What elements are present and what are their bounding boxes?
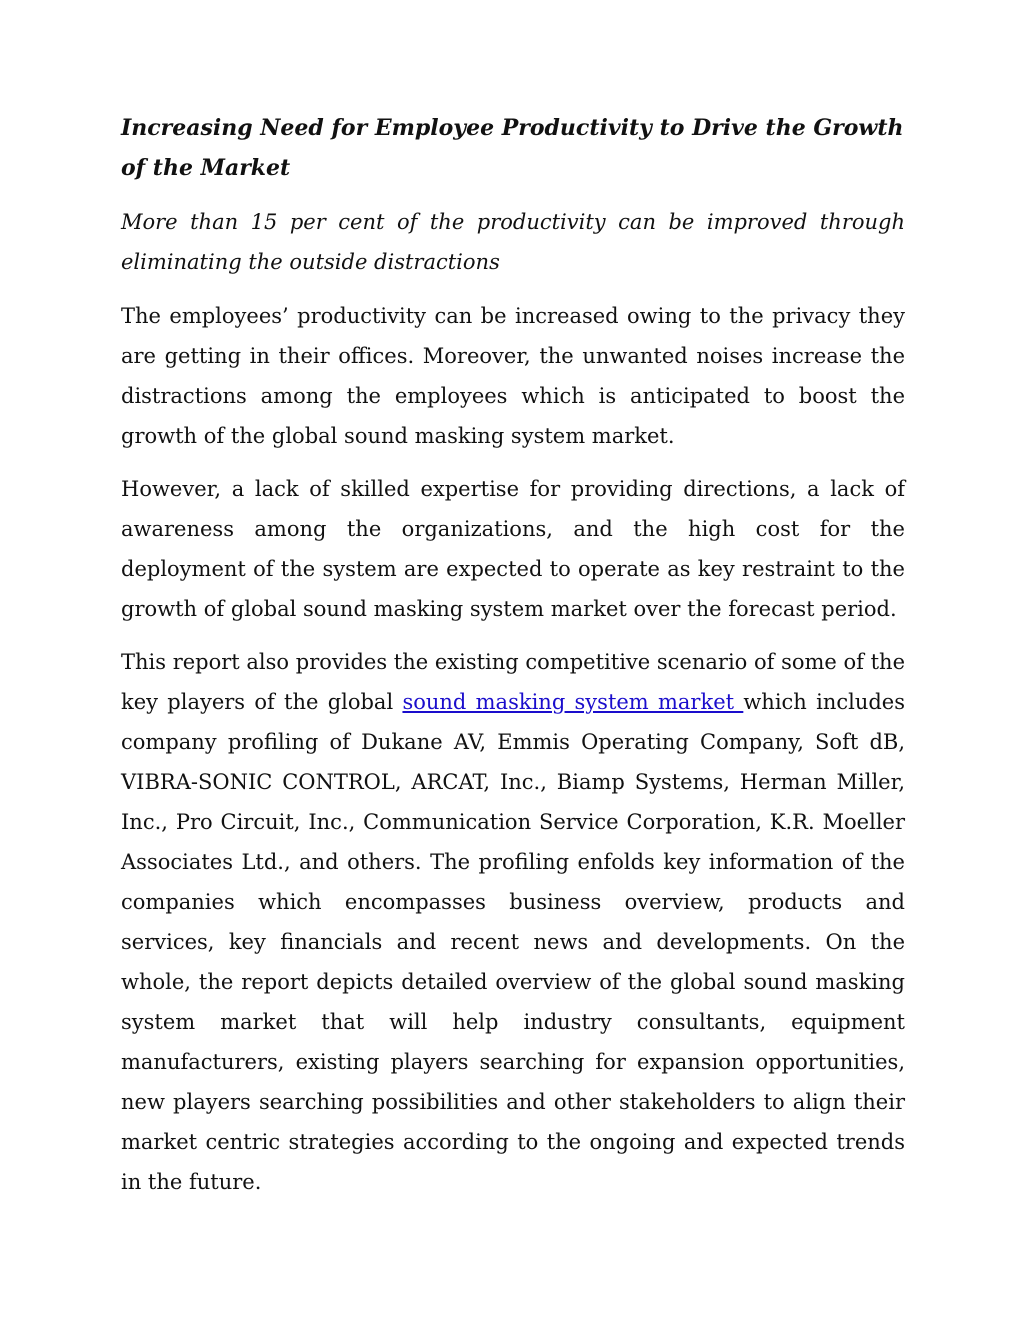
- paragraph-text-after-link: which includes company profiling of Dukane AV, Emmis Operating Company, Soft dB, VIBRA-SONIC CONTROL, ARCAT, Inc., Biamp Systems, Herman Miller, Inc., Pro Circuit, Inc., Communication Service Corporation, K.R. Moeller Associates Ltd., and others. The profiling enfolds key information of the companies which encompasses business overview, products and services, key financials and recent news and developments. On the whole, the report depicts detailed overview of the global sound masking system market that will help industry consultants, equipment manufacturers, existing players searching for expansion opportunities, new players searching possibilities and other stakeholders to align their market centric strategies according to the ongoing and expected trends in the future.: [121, 690, 905, 1194]
- section-subheading: More than 15 per cent of the productivity can be improved through eliminating the outside distractions: [121, 210, 905, 274]
- document-page: [121, 108, 905, 1215]
- sound-masking-market-link[interactable]: sound masking system market: [402, 690, 744, 714]
- paragraph-text-before-link: This report also provides the existing competitive scenario of some of the key players of the global: [121, 650, 905, 714]
- paragraph-restraints: However, a lack of skilled expertise for providing directions, a lack of awareness among the organizations, and the high cost for the deployment of the system are expected to operate as key restraint to the growth of global sound masking system market over the forecast period.: [121, 477, 905, 621]
- section-heading: Increasing Need for Employee Productivity to Drive the Growth of the Market: [121, 115, 904, 181]
- paragraph-competitive-scenario: [121, 642, 905, 1202]
- paragraph-productivity: The employees’ productivity can be increased owing to the privacy they are getting in their offices. Moreover, the unwanted noises increase the distractions among the employees which is anticipated to boost the growth of the global sound masking system market.: [121, 304, 905, 448]
